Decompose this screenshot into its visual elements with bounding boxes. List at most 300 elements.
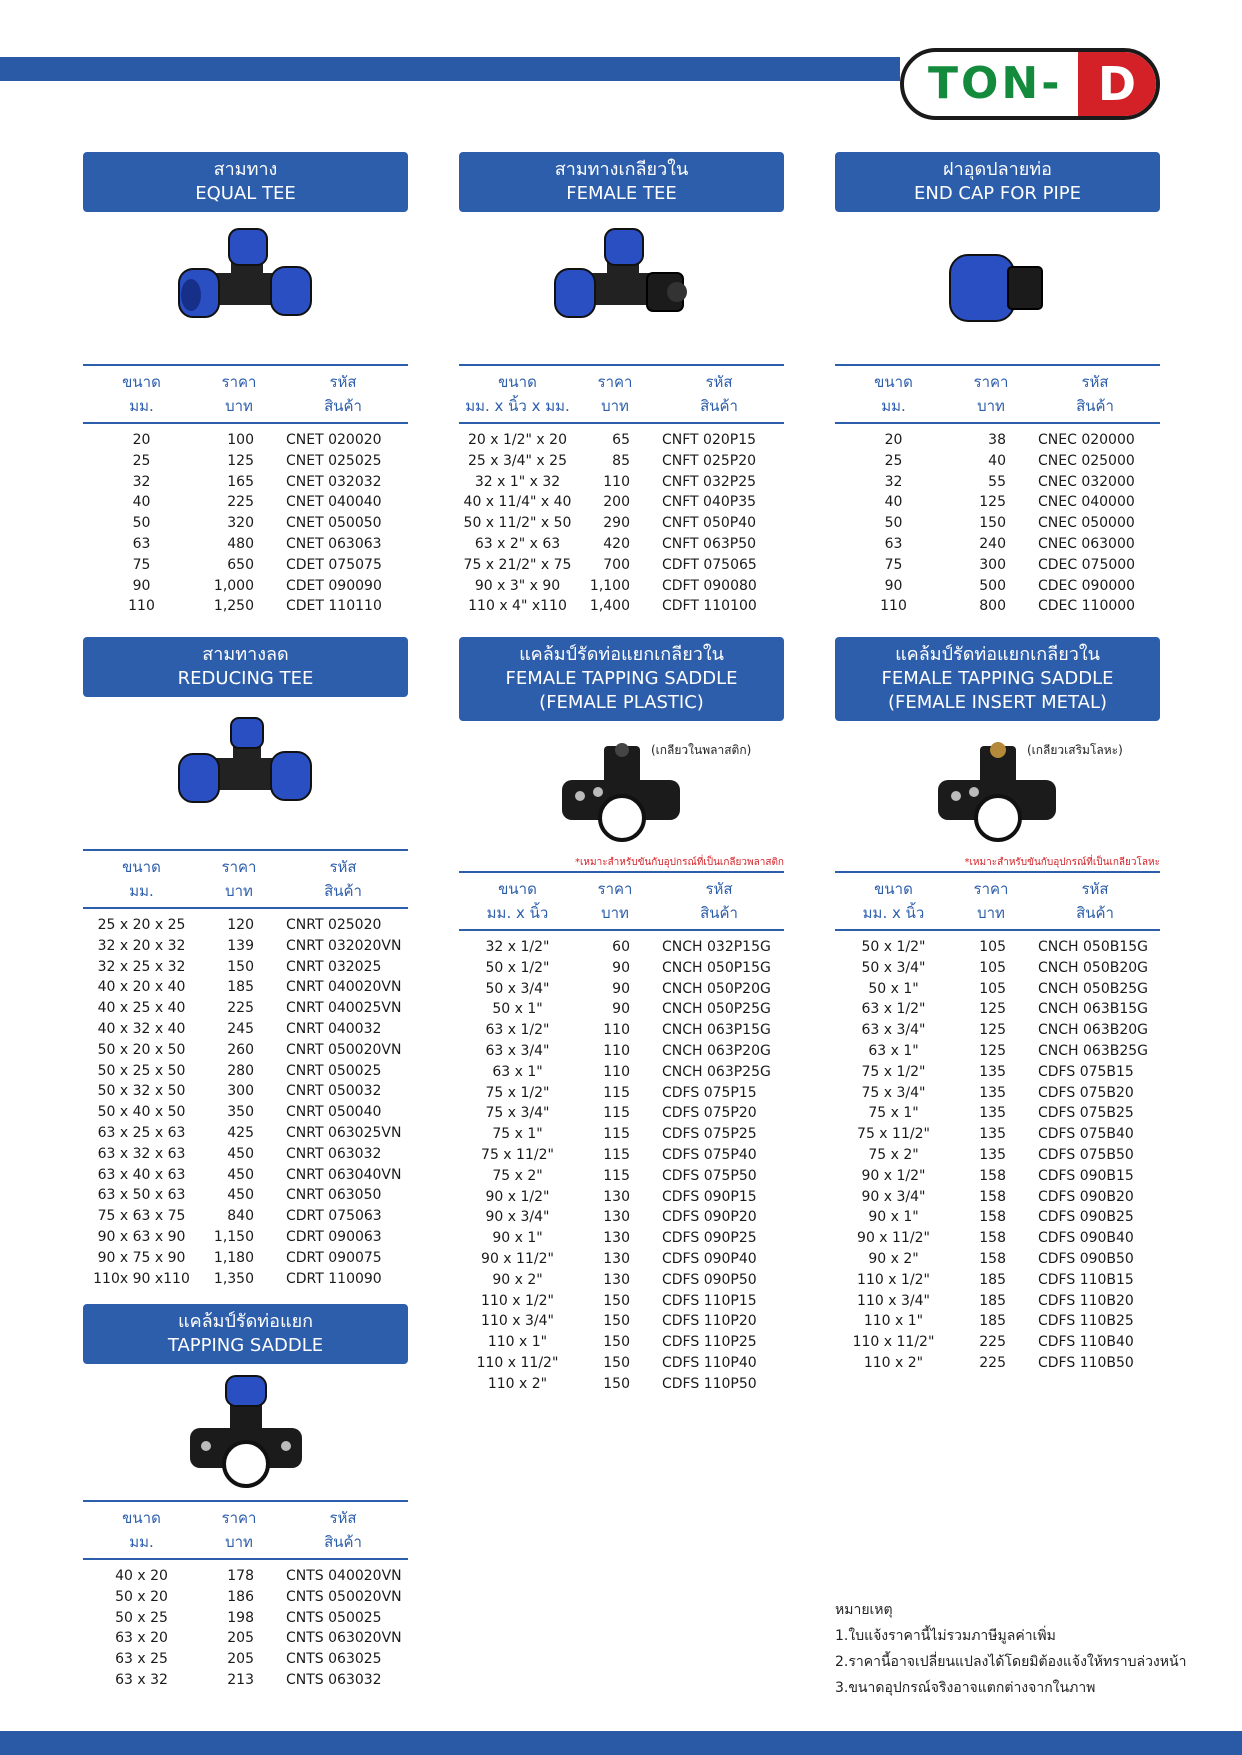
code-cell: CNRT 040032	[286, 1020, 382, 1037]
section-title	[835, 637, 1160, 721]
table-row	[835, 534, 1160, 555]
section-equal-tee	[83, 152, 408, 617]
size-cell: 63 x 32 x 63	[97, 1145, 186, 1162]
size-cell: 110 x 1/2"	[857, 1271, 930, 1288]
price-cell: 185	[979, 1271, 1006, 1288]
size-cell: 75 x 2"	[868, 1146, 919, 1163]
price-cell: 135	[979, 1063, 1006, 1080]
size-cell: 90 x 11/2"	[481, 1250, 554, 1267]
code-cell: CDRT 075063	[286, 1208, 382, 1225]
table-row	[835, 555, 1160, 576]
title-english: END CAP FOR PIPE	[913, 183, 1082, 204]
price-cell: 130	[603, 1271, 630, 1288]
size-cell: 90 x 1"	[492, 1230, 543, 1247]
price-cell: 125	[979, 494, 1006, 511]
price-cell: 225	[979, 1334, 1006, 1351]
table-row	[459, 1103, 784, 1124]
code-cell: CNCH 063B20G	[1038, 1022, 1148, 1039]
size-cell: 90 x 11/2"	[857, 1230, 930, 1247]
section-title	[83, 637, 408, 697]
size-cell: 20	[132, 432, 151, 448]
section-female-metal	[835, 637, 1160, 1374]
column-header: รหัส สินค้า	[1030, 872, 1160, 930]
size-cell: 75 x 63 x 75	[97, 1208, 186, 1225]
size-cell: 32 x 1/2"	[485, 939, 550, 955]
code-cell: CNRT 050032	[286, 1083, 382, 1100]
title-english: TAPPING SADDLE	[167, 1335, 324, 1356]
price-table	[835, 871, 1160, 1374]
size-cell: 50	[884, 515, 903, 532]
code-cell: CNRT 050040	[286, 1104, 382, 1121]
code-cell: CNEC 040000	[1038, 494, 1135, 511]
code-cell: CDFS 075P20	[662, 1105, 757, 1122]
price-cell: 650	[227, 556, 254, 573]
code-cell: CDFS 110P25	[662, 1334, 757, 1351]
price-cell: 65	[612, 432, 630, 448]
price-cell: 186	[227, 1588, 254, 1605]
column-header: ราคา บาท	[952, 872, 1030, 930]
table-row	[835, 1145, 1160, 1166]
size-cell: 75 x 3/4"	[485, 1105, 550, 1122]
size-cell: 25 x 20 x 25	[97, 917, 186, 933]
title-thai: สามทาง	[213, 159, 278, 180]
size-cell: 50 x 40 x 50	[97, 1104, 186, 1121]
price-cell: 150	[227, 958, 254, 975]
price-cell: 178	[227, 1568, 254, 1584]
size-cell: 75 x 11/2"	[481, 1146, 554, 1163]
size-cell: 75 x 1/2"	[861, 1063, 926, 1080]
price-cell: 150	[603, 1313, 630, 1330]
table-row	[83, 1144, 408, 1165]
price-cell: 240	[979, 535, 1006, 552]
logo-text: TON-	[928, 58, 1063, 109]
price-cell: 1,400	[589, 598, 630, 615]
price-cell: 245	[227, 1020, 254, 1037]
table-row	[835, 1291, 1160, 1312]
price-cell: 130	[603, 1209, 630, 1226]
size-cell: 63 x 40 x 63	[97, 1166, 186, 1183]
code-cell: CNCH 032P15G	[662, 939, 771, 955]
size-cell: 90 x 3/4"	[485, 1209, 550, 1226]
table-row	[459, 958, 784, 979]
remark-line: 2.ราคานี้อาจเปลี่ยนแปลงได้โดยมิต้องแจ้งให้ทราบล่วงหน้า	[835, 1654, 1187, 1670]
code-cell: CNTS 050020VN	[286, 1588, 402, 1605]
size-cell: 90 x 1"	[868, 1209, 919, 1226]
table-row	[83, 1670, 408, 1691]
code-cell: CDFS 110B15	[1038, 1271, 1134, 1288]
size-cell: 110 x 1"	[487, 1334, 548, 1351]
code-cell: CDFS 110P15	[662, 1292, 757, 1309]
table-row	[83, 957, 408, 978]
size-cell: 63	[884, 535, 903, 552]
size-cell: 75 x 11/2"	[857, 1126, 930, 1143]
code-cell: CDFS 090P50	[662, 1271, 757, 1288]
price-cell: 40	[988, 452, 1006, 469]
table-row	[459, 576, 784, 597]
price-cell: 110	[603, 1042, 630, 1059]
column-header: ขนาด มม. x นิ้ว x มม.	[459, 365, 576, 423]
price-cell: 150	[603, 1334, 630, 1351]
code-cell: CNCH 050P15G	[662, 959, 771, 976]
code-cell: CNEC 063000	[1038, 535, 1135, 552]
price-cell: 125	[227, 452, 254, 469]
price-cell: 130	[603, 1188, 630, 1205]
remark-line: 3.ขนาดอุปกรณ์จริงอาจแตกต่างจากในภาพ	[835, 1680, 1096, 1696]
code-cell: CNRT 050025	[286, 1062, 382, 1079]
code-cell: CDET 110110	[286, 598, 382, 615]
code-cell: CDEC 090000	[1038, 577, 1136, 594]
code-cell: CNRT 063025VN	[286, 1124, 402, 1141]
size-cell: 50 x 1"	[492, 1001, 543, 1018]
price-table	[83, 1500, 408, 1691]
table-row	[835, 1103, 1160, 1124]
size-cell: 75	[132, 556, 151, 573]
column-header: รหัส สินค้า	[278, 1501, 408, 1559]
product-image-tapping-saddle	[83, 1364, 408, 1500]
price-cell: 185	[979, 1292, 1006, 1309]
price-cell: 115	[603, 1146, 630, 1163]
table-row	[459, 1291, 784, 1312]
size-cell: 40	[132, 494, 151, 511]
table-row	[83, 1123, 408, 1144]
code-cell: CDFS 090P15	[662, 1188, 757, 1205]
size-cell: 63 x 25	[115, 1651, 168, 1668]
size-cell: 110 x 1"	[863, 1313, 924, 1330]
table-row	[83, 472, 408, 493]
code-cell: CNEC 032000	[1038, 473, 1135, 490]
price-cell: 320	[227, 515, 254, 532]
code-cell: CNFT 040P35	[662, 494, 757, 511]
table-row	[835, 513, 1160, 534]
table-row	[459, 1083, 784, 1104]
price-cell: 1,150	[213, 1228, 254, 1245]
table-row	[835, 423, 1160, 451]
size-cell: 90 x 3" x 90	[474, 577, 561, 594]
table-row	[83, 423, 408, 451]
code-cell: CNCH 063P15G	[662, 1022, 771, 1039]
title-thai: แคล้มป์รัดท่อแยก	[177, 1311, 314, 1332]
table-row	[459, 1062, 784, 1083]
price-cell: 840	[227, 1208, 254, 1225]
price-cell: 300	[227, 1083, 254, 1100]
table-row	[835, 1020, 1160, 1041]
table-row	[459, 1228, 784, 1249]
column-header: ราคา บาท	[200, 365, 278, 423]
usage-note: *เหมาะสำหรับขันกับอุปกรณ์ที่เป็นเกลียวโลหะ	[964, 857, 1160, 868]
code-cell: CDFS 075B40	[1038, 1126, 1134, 1143]
table-row	[83, 1559, 408, 1587]
code-cell: CDFS 090B20	[1038, 1188, 1134, 1205]
code-cell: CDFT 075065	[662, 556, 757, 573]
size-cell: 63 x 1"	[492, 1063, 543, 1080]
size-cell: 75 x 1/2"	[485, 1084, 550, 1101]
size-cell: 25 x 3/4" x 25	[468, 452, 567, 469]
price-cell: 425	[227, 1124, 254, 1141]
table-row	[835, 1207, 1160, 1228]
size-cell: 40 x 25 x 40	[97, 1000, 186, 1017]
code-cell: CNFT 063P50	[662, 535, 757, 552]
price-cell: 38	[988, 432, 1006, 448]
price-cell: 115	[603, 1126, 630, 1143]
table-row	[459, 492, 784, 513]
size-cell: 63 x 25 x 63	[97, 1124, 186, 1141]
price-table	[459, 364, 784, 617]
code-cell: CNET 020020	[286, 432, 382, 448]
price-cell: 115	[603, 1084, 630, 1101]
price-cell: 450	[227, 1166, 254, 1183]
section-end-cap	[835, 152, 1160, 617]
title-thai: ฝาอุดปลายท่อ	[943, 159, 1052, 180]
size-cell: 75 x 3/4"	[861, 1084, 926, 1101]
price-cell: 158	[979, 1230, 1006, 1247]
section-title	[835, 152, 1160, 212]
table-row	[835, 1332, 1160, 1353]
column-header: ราคา บาท	[576, 872, 654, 930]
price-cell: 60	[612, 939, 630, 955]
price-cell: 150	[979, 515, 1006, 532]
column-header: รหัส สินค้า	[278, 850, 408, 908]
price-cell: 700	[603, 556, 630, 573]
column-header: รหัส สินค้า	[278, 365, 408, 423]
table-row	[459, 1124, 784, 1145]
price-cell: 300	[979, 556, 1006, 573]
size-cell: 50 x 1"	[868, 980, 919, 997]
code-cell: CNCH 063B25G	[1038, 1042, 1148, 1059]
column-header: ขนาด มม.	[83, 850, 200, 908]
table-row	[835, 1228, 1160, 1249]
title-english: REDUCING TEE	[177, 668, 314, 689]
price-cell: 55	[988, 473, 1006, 490]
table-row	[83, 576, 408, 597]
size-cell: 110x 90 x110	[93, 1270, 190, 1287]
code-cell: CNCH 050B25G	[1038, 980, 1148, 997]
price-cell: 158	[979, 1250, 1006, 1267]
price-cell: 225	[227, 494, 254, 511]
table-row	[459, 999, 784, 1020]
size-cell: 50 x 32 x 50	[97, 1083, 186, 1100]
code-cell: CDEC 075000	[1038, 556, 1136, 573]
price-cell: 165	[227, 473, 254, 490]
size-cell: 90 x 2"	[492, 1271, 543, 1288]
section-title	[459, 152, 784, 212]
price-cell: 450	[227, 1145, 254, 1162]
price-cell: 139	[227, 937, 254, 954]
code-cell: CNCH 063P20G	[662, 1042, 771, 1059]
price-cell: 185	[227, 979, 254, 996]
table-row	[459, 423, 784, 451]
title-thai: แคล้มป์รัดท่อแยกเกลียวใน	[895, 644, 1100, 665]
price-cell: 198	[227, 1609, 254, 1626]
title-thai: สามทางลด	[202, 644, 289, 665]
size-cell: 90 x 2"	[868, 1250, 919, 1267]
price-cell: 100	[227, 432, 254, 448]
price-cell: 205	[227, 1630, 254, 1647]
size-cell: 63 x 1/2"	[485, 1022, 550, 1039]
size-cell: 32	[884, 473, 903, 490]
code-cell: CNFT 020P15	[662, 432, 757, 448]
code-cell: CDFS 075P40	[662, 1146, 757, 1163]
size-cell: 50 x 20 x 50	[97, 1041, 186, 1058]
table-row	[459, 1020, 784, 1041]
code-cell: CNET 025025	[286, 452, 382, 469]
code-cell: CDFS 090P25	[662, 1230, 757, 1247]
table-row	[459, 1332, 784, 1353]
table-row	[459, 1249, 784, 1270]
price-cell: 450	[227, 1187, 254, 1204]
table-row	[459, 1145, 784, 1166]
size-cell: 75 x 21/2" x 75	[463, 556, 572, 573]
size-cell: 32 x 20 x 32	[97, 937, 186, 954]
table-row	[835, 596, 1160, 617]
logo-d-block: D	[1078, 52, 1156, 116]
price-cell: 225	[979, 1354, 1006, 1371]
column-header: ราคา บาท	[576, 365, 654, 423]
price-cell: 225	[227, 1000, 254, 1017]
code-cell: CDFS 110B25	[1038, 1313, 1134, 1330]
price-table	[83, 364, 408, 617]
header-band	[0, 57, 900, 81]
female-tee-icon	[547, 223, 697, 353]
price-cell: 1,100	[589, 577, 630, 594]
table-row	[459, 1311, 784, 1332]
table-row	[835, 930, 1160, 958]
column-header: ราคา บาท	[200, 850, 278, 908]
table-row	[459, 930, 784, 958]
remarks	[835, 1597, 1195, 1701]
price-cell: 130	[603, 1250, 630, 1267]
code-cell: CNRT 025020	[286, 917, 382, 933]
column-header: ขนาด มม. x นิ้ว	[459, 872, 576, 930]
size-cell: 110 x 2"	[863, 1354, 924, 1371]
table-row	[459, 1187, 784, 1208]
size-cell: 20	[884, 432, 903, 448]
product-image-female-plastic	[459, 721, 784, 857]
title-english: FEMALE TEE	[566, 183, 677, 204]
price-cell: 90	[612, 980, 630, 997]
price-cell: 290	[603, 515, 630, 532]
table-row	[835, 1353, 1160, 1374]
price-cell: 85	[612, 452, 630, 469]
price-cell: 150	[603, 1375, 630, 1392]
size-cell: 50 x 25	[115, 1609, 168, 1626]
code-cell: CDFS 075B50	[1038, 1146, 1134, 1163]
table-row	[459, 1353, 784, 1374]
table-row	[835, 1187, 1160, 1208]
code-cell: CDRT 110090	[286, 1270, 382, 1287]
size-cell: 75 x 2"	[492, 1167, 543, 1184]
size-cell: 110 x 11/2"	[476, 1354, 559, 1371]
code-cell: CDFS 090B25	[1038, 1209, 1134, 1226]
table-row	[835, 1083, 1160, 1104]
price-cell: 1,350	[213, 1270, 254, 1287]
footer-band	[0, 1731, 1242, 1755]
column-header: รหัส สินค้า	[654, 872, 784, 930]
table-row	[83, 1019, 408, 1040]
table-row	[83, 1608, 408, 1629]
size-cell: 63 x 3/4"	[485, 1042, 550, 1059]
title-english: FEMALE TAPPING SADDLE	[505, 668, 738, 689]
code-cell: CDFS 090B15	[1038, 1167, 1134, 1184]
code-cell: CDFS 110B40	[1038, 1334, 1134, 1351]
title-english: EQUAL TEE	[195, 183, 296, 204]
code-cell: CDFT 090080	[662, 577, 757, 594]
size-cell: 110 x 3/4"	[857, 1292, 930, 1309]
table-row	[83, 1185, 408, 1206]
size-cell: 63 x 3/4"	[861, 1022, 926, 1039]
section-female-tee	[459, 152, 784, 617]
table-row	[83, 1628, 408, 1649]
code-cell: CDFS 075P50	[662, 1167, 757, 1184]
code-cell: CDFT 110100	[662, 598, 757, 615]
code-cell: CDFS 075P15	[662, 1084, 757, 1101]
code-cell: CDFS 075B15	[1038, 1063, 1134, 1080]
code-cell: CNTS 040020VN	[286, 1568, 402, 1584]
table-row	[83, 555, 408, 576]
code-cell: CNRT 032020VN	[286, 937, 402, 954]
code-cell: CNRT 050020VN	[286, 1041, 402, 1058]
price-cell: 135	[979, 1105, 1006, 1122]
code-cell: CDFS 075B25	[1038, 1105, 1134, 1122]
code-cell: CNCH 050P20G	[662, 980, 771, 997]
code-cell: CNRT 032025	[286, 958, 382, 975]
table-row	[83, 1227, 408, 1248]
code-cell: CNFT 050P40	[662, 515, 757, 532]
size-cell: 110 x 1/2"	[481, 1292, 554, 1309]
price-cell: 90	[612, 959, 630, 976]
table-row	[459, 555, 784, 576]
price-cell: 90	[612, 1001, 630, 1018]
price-cell: 420	[603, 535, 630, 552]
price-cell: 125	[979, 1042, 1006, 1059]
code-cell: CNCH 063P25G	[662, 1063, 771, 1080]
table-row	[459, 451, 784, 472]
size-cell: 63 x 1"	[868, 1042, 919, 1059]
product-image-reducing-tee	[83, 697, 408, 849]
price-cell: 135	[979, 1126, 1006, 1143]
price-cell: 213	[227, 1671, 254, 1688]
table-row	[459, 1207, 784, 1228]
code-cell: CDET 075075	[286, 556, 382, 573]
table-row	[835, 1311, 1160, 1332]
size-cell: 25	[132, 452, 151, 469]
product-image-female-metal	[835, 721, 1160, 857]
table-row	[83, 513, 408, 534]
size-cell: 50 x 1/2"	[861, 939, 926, 955]
column-header: ขนาด มม. x นิ้ว	[835, 872, 952, 930]
size-cell: 25	[884, 452, 903, 469]
code-cell: CDET 090090	[286, 577, 382, 594]
product-image-equal-tee	[83, 212, 408, 364]
table-row	[835, 1270, 1160, 1291]
title-thai: สามทางเกลียวใน	[554, 159, 689, 180]
code-cell: CDFS 090B40	[1038, 1230, 1134, 1247]
price-cell: 130	[603, 1230, 630, 1247]
code-cell: CNCH 063B15G	[1038, 1001, 1148, 1018]
size-cell: 75 x 1"	[868, 1105, 919, 1122]
table-row	[83, 1248, 408, 1269]
title-english: FEMALE TAPPING SADDLE	[881, 668, 1114, 689]
table-row	[459, 472, 784, 493]
code-cell: CNRT 063032	[286, 1145, 382, 1162]
section-reducing-tee	[83, 637, 408, 1289]
table-row	[83, 451, 408, 472]
table-row	[83, 1102, 408, 1123]
price-cell: 158	[979, 1209, 1006, 1226]
price-cell: 150	[603, 1354, 630, 1371]
size-cell: 110	[128, 598, 155, 615]
code-cell: CDFS 110P50	[662, 1375, 757, 1392]
size-cell: 90 x 63 x 90	[97, 1228, 186, 1245]
